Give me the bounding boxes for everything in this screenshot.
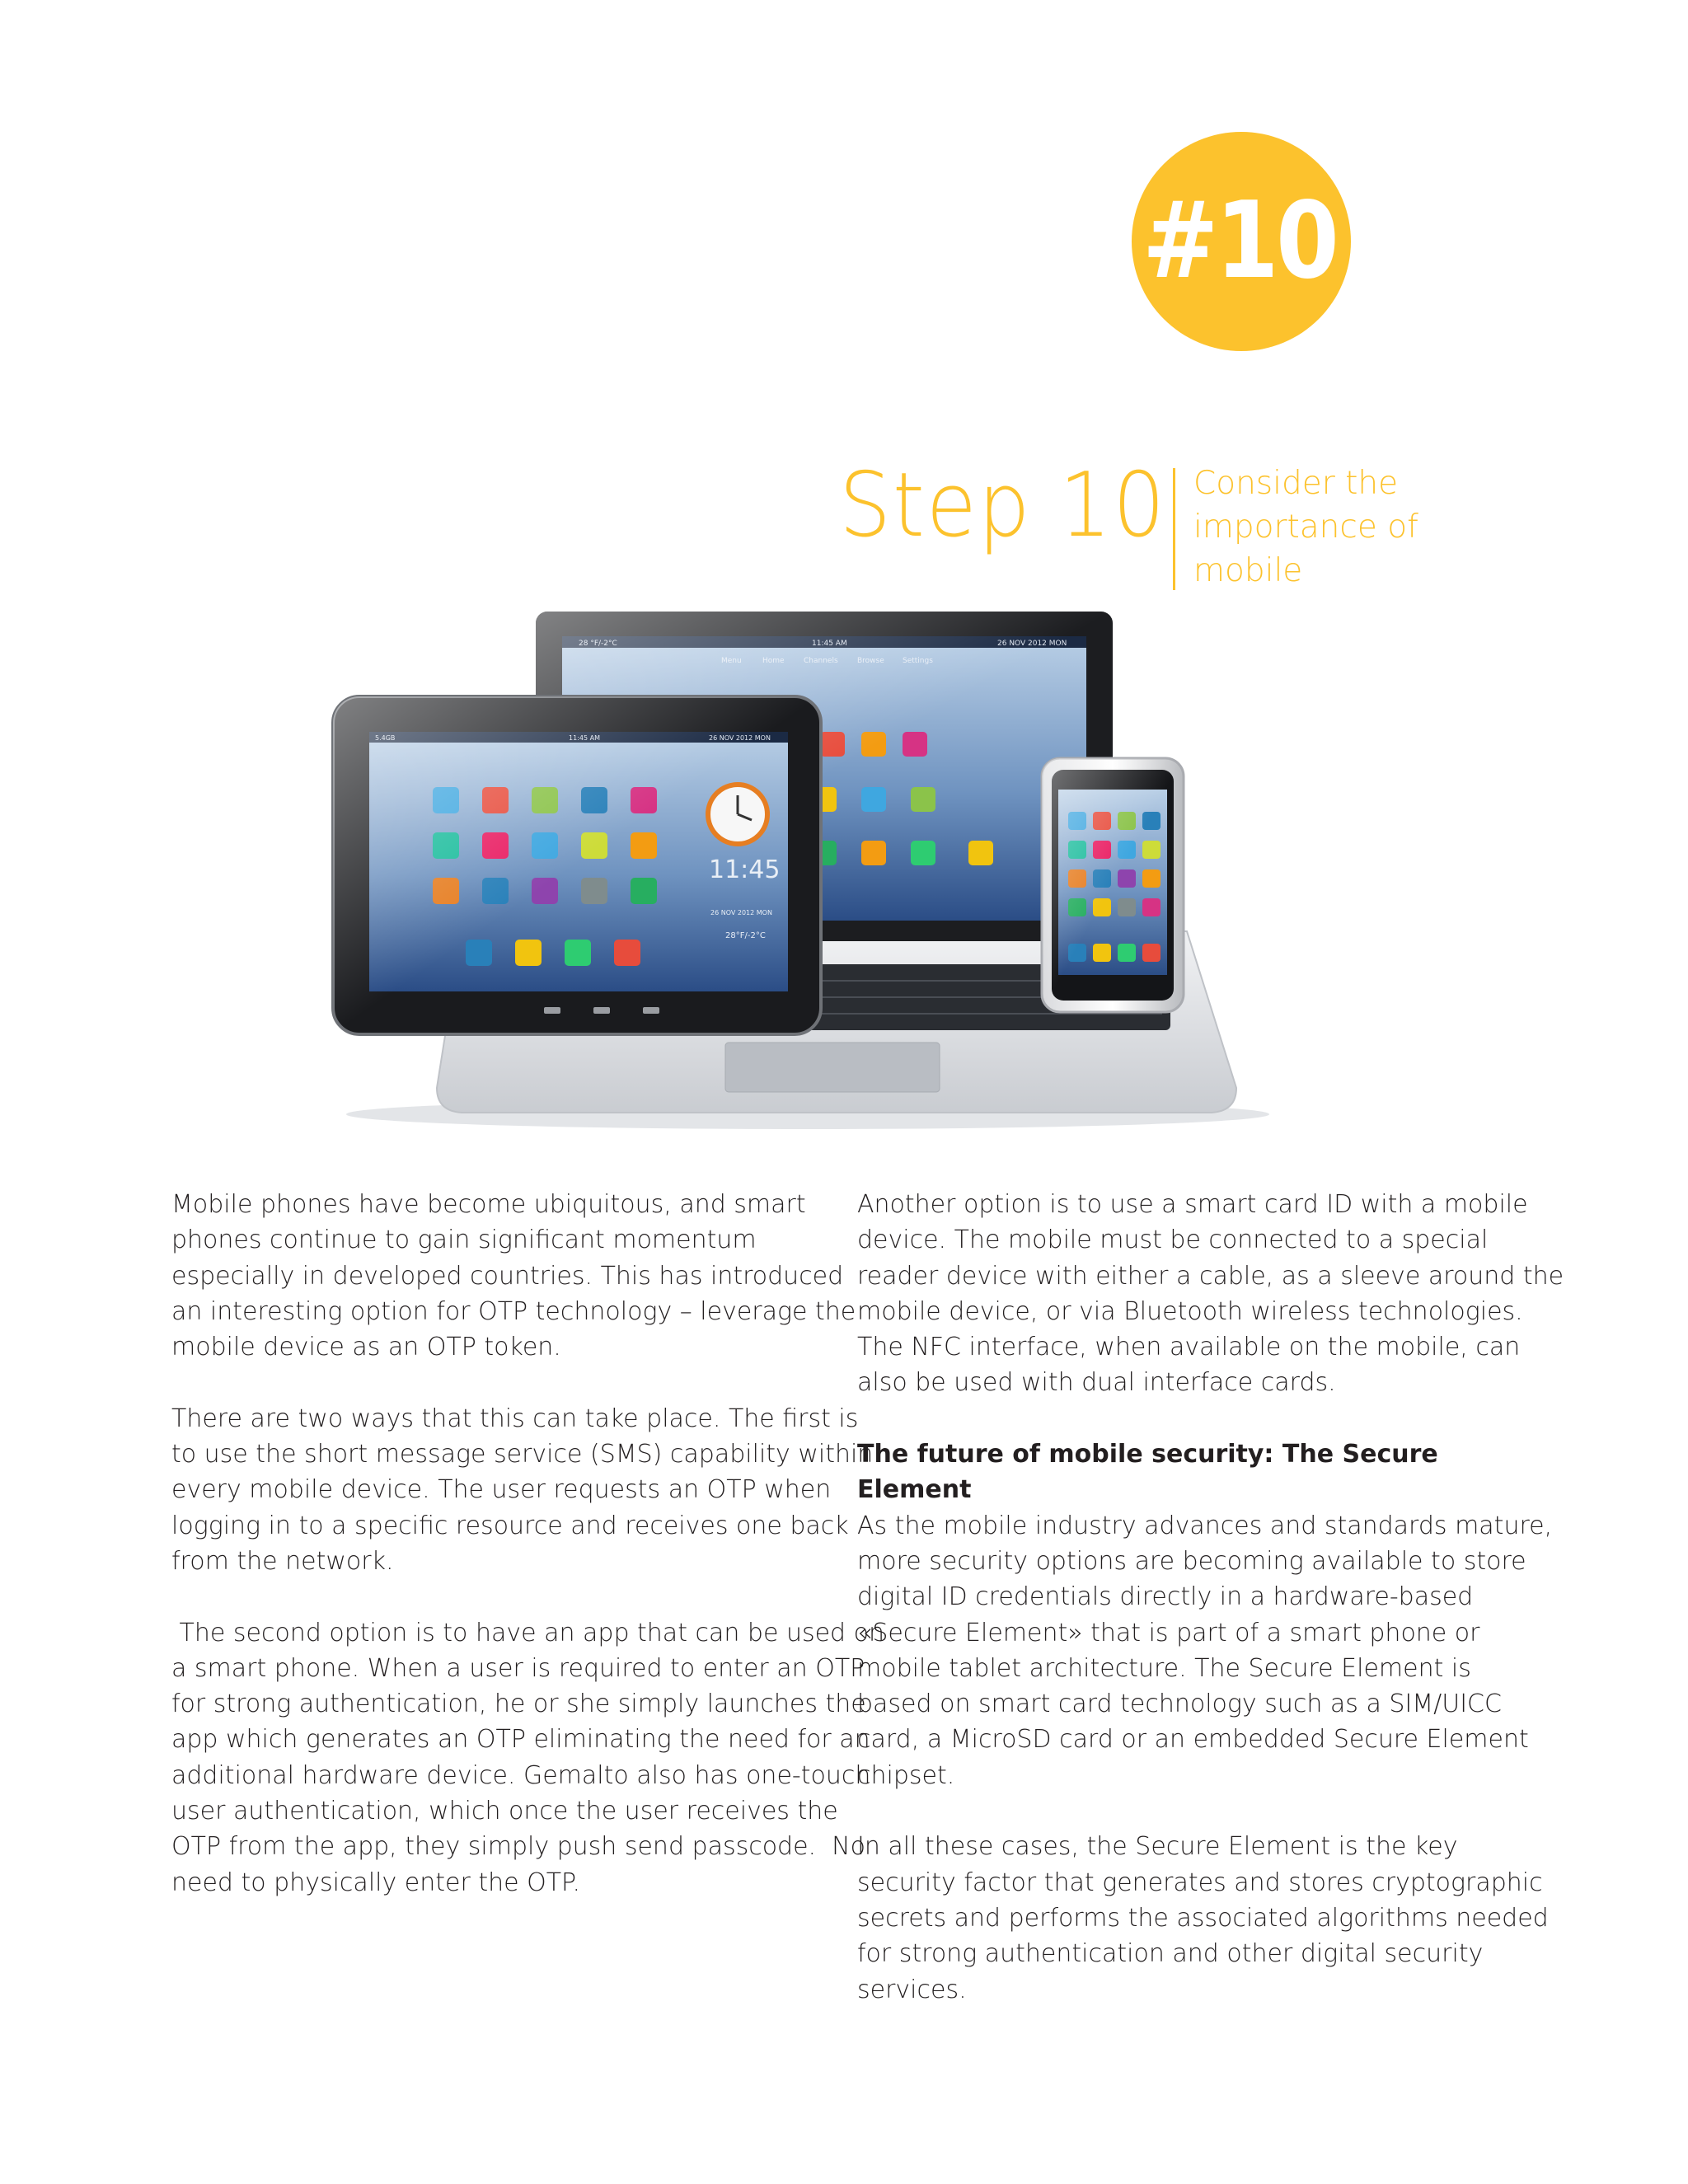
text-line: to use the short message service (SMS) capability within xyxy=(171,1440,874,1469)
text-line: mobile device as an OTP token. xyxy=(171,1333,561,1362)
text-line: Mobile phones have become ubiquitous, and smart xyxy=(171,1190,806,1219)
text-line: a smart phone. When a user is required to enter an OTP xyxy=(171,1653,865,1683)
text-line: As the mobile industry advances and standards mature, xyxy=(857,1511,1553,1540)
step-subtitle xyxy=(1193,462,1465,593)
paragraph-sms xyxy=(171,1401,874,1579)
text-line: an interesting option for OTP technology – leverage the xyxy=(171,1296,856,1326)
text-line: «Secure Element» that is part of a smart phone or xyxy=(857,1618,1480,1647)
badge-text: #10 xyxy=(1142,180,1337,302)
text-line: secrets and performs the associated algorithms needed xyxy=(857,1903,1549,1933)
text-line: user authentication, which once the user receives the xyxy=(171,1797,838,1826)
text-line: every mobile device. The user requests an OTP when xyxy=(171,1475,832,1505)
text-line: mobile tablet architecture. The Secure Element is xyxy=(857,1653,1471,1683)
text-line: In all these cases, the Secure Element is the key xyxy=(857,1832,1458,1862)
text-line: for strong authentication and other digital security xyxy=(857,1939,1484,1969)
text-line: need to physically enter the OTP. xyxy=(171,1868,580,1897)
smartphone xyxy=(1042,758,1184,1012)
devices-illustration xyxy=(0,593,1688,1137)
text-line: reader device with either a cable, as a sleeve around the xyxy=(857,1261,1564,1291)
text-line: The NFC interface, when available on the mobile, can xyxy=(857,1333,1521,1362)
paragraph-secure-element xyxy=(857,1508,1553,1793)
step-number-badge xyxy=(1132,132,1351,351)
text-line: services. xyxy=(857,1975,967,2004)
text-line: logging in to a specific resource and receives one back xyxy=(171,1511,849,1540)
text-line: more security options are becoming available to store xyxy=(857,1546,1526,1576)
left-column xyxy=(171,1187,885,1900)
text-line: for strong authentication, he or she simply launches the xyxy=(171,1690,866,1719)
text-line: mobile device, or via Bluetooth wireless technologies. xyxy=(857,1296,1523,1326)
subtitle-line: Consider the xyxy=(1193,465,1399,502)
text-line: based on smart card technology such as a SIM/UICC xyxy=(857,1690,1502,1719)
text-line: additional hardware device. Gemalto also has one-touch xyxy=(171,1760,871,1790)
text-line: Another option is to use a smart card ID with a mobile xyxy=(857,1190,1528,1219)
paragraph-app xyxy=(171,1615,885,1900)
subtitle-line: mobile xyxy=(1193,552,1303,589)
text-line: chipset. xyxy=(857,1760,955,1790)
laptop-touchpad xyxy=(725,1043,940,1092)
text-line: card, a MicroSD card or an embedded Secure Element xyxy=(857,1725,1529,1755)
text-line: security factor that generates and stores cryptographic xyxy=(857,1868,1543,1897)
tablet xyxy=(333,696,821,1034)
paragraph-intro xyxy=(171,1187,856,1365)
paragraph-smart-card xyxy=(857,1187,1564,1401)
subtitle-line: importance of xyxy=(1193,509,1418,546)
step-label: Step 10 xyxy=(839,454,1167,557)
text-line: The second option is to have an app that can be used on xyxy=(171,1618,885,1647)
text-line: device. The mobile must be connected to a special xyxy=(857,1226,1489,1255)
step-divider xyxy=(1173,468,1175,590)
text-line: OTP from the app, they simply push send passcode. No xyxy=(171,1832,865,1862)
text-line: app which generates an OTP eliminating the need for an xyxy=(171,1725,870,1755)
paragraph-conclusion xyxy=(857,1829,1549,2007)
text-line: especially in developed countries. This has introduced xyxy=(171,1261,844,1291)
section-heading: The future of mobile security: The Secure Element xyxy=(857,1440,1438,1505)
text-line: also be used with dual interface cards. xyxy=(857,1368,1336,1398)
text-line: digital ID credentials directly in a hardware-based xyxy=(857,1582,1474,1612)
text-line: phones continue to gain significant momentum xyxy=(171,1226,757,1255)
right-column xyxy=(857,1187,1564,2008)
text-line: from the network. xyxy=(171,1546,394,1576)
text-line: There are two ways that this can take place. The first is xyxy=(171,1404,859,1433)
